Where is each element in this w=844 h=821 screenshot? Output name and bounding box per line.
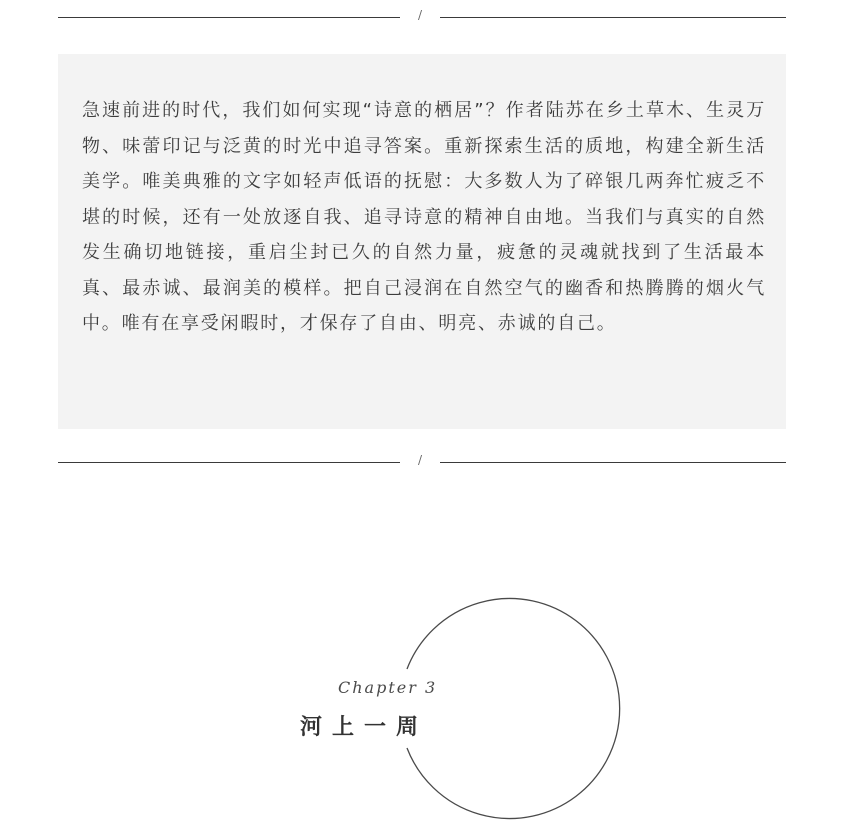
divider-slash: / — [417, 453, 423, 467]
chapter-title: 河上一周 — [300, 715, 429, 740]
divider-line-left — [58, 17, 400, 18]
divider-line-right — [440, 17, 786, 18]
divider-slash: / — [417, 8, 423, 22]
divider-line-left — [58, 462, 400, 463]
intro-paragraph: 急速前进的时代，我们如何实现“诗意的栖居”？作者陆苏在乡土草木、生灵万物、味蕾印记与泛黄的时光中追寻答案。重新探索生活的质地，构建全新生活美学。唯美典雅的文字如轻声低语的抚慰：大多数人为了碎银几两奔忙疲乏不堪的时候，还有一处放逐自我、追寻诗意的精神自由地。当我们与真实的自然发生确切地链接，重启尘封已久的自然力量，疲惫的灵魂就找到了生活最本真、最赤诚、最润美的模样。把自己浸润在自然空气的幽香和热腾腾的烟火气中。唯有在享受闲暇时，才保存了自由、明亮、赤诚的自己。 — [82, 100, 766, 334]
chapter-arc-path — [407, 599, 620, 819]
intro-text-box — [58, 54, 786, 429]
chapter-circle-arc-decoration — [396, 596, 621, 821]
top-divider — [58, 8, 786, 25]
bottom-divider — [58, 453, 786, 470]
divider-line-right — [440, 462, 786, 463]
chapter-number-label: Chapter 3 — [338, 678, 438, 697]
